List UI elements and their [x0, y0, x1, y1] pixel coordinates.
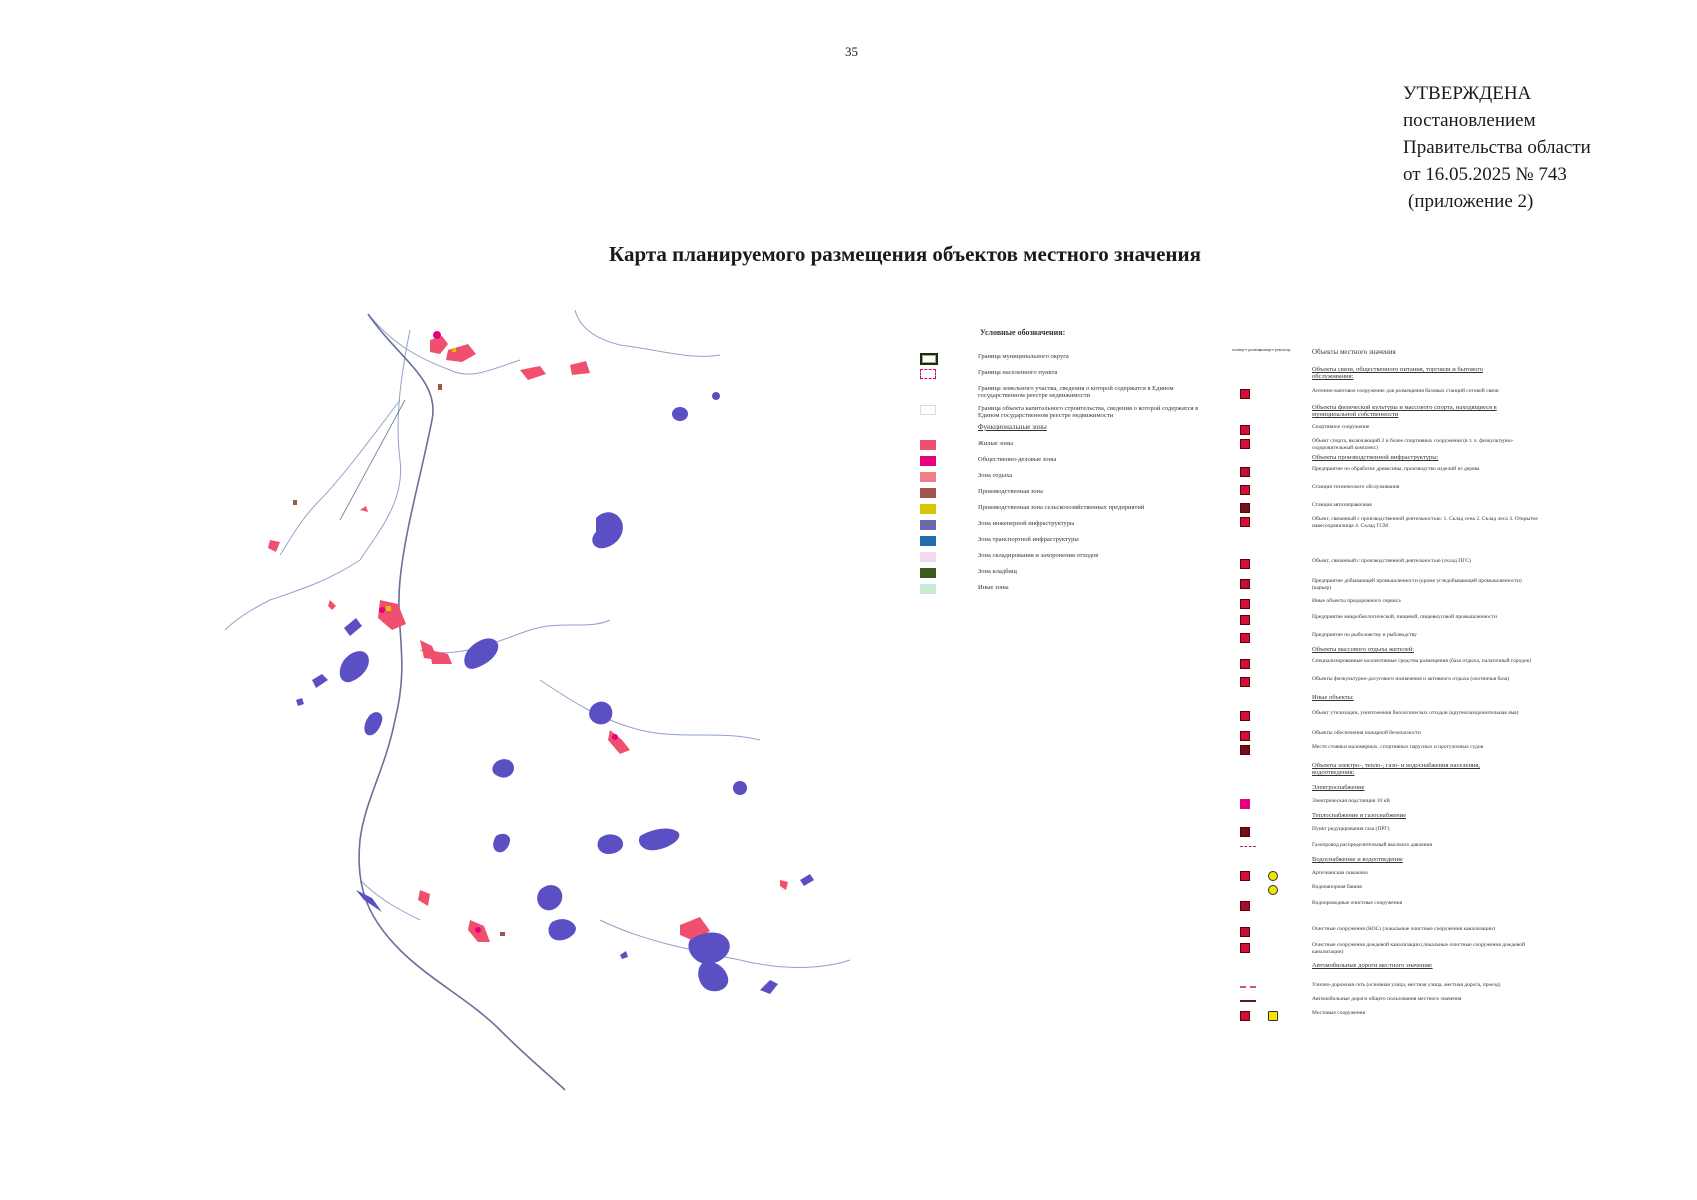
legend-object-27: Мостовые сооружения — [1240, 1010, 1520, 1024]
legend-object-12: Специализированные коллективные средства размещения (база отдыха, палаточный городок) — [1240, 658, 1520, 672]
legend-section-4: Иные объекты: — [1312, 694, 1354, 701]
legend-object-8: Предприятие добывающей промышленности (кроме угледобывающей промышленности) (карьер) — [1240, 578, 1520, 592]
map-title: Карта планируемого размещения объектов местного значения — [609, 242, 1201, 266]
legend-boundary-settlement: Граница населенного пункта — [920, 369, 1220, 381]
approval-line-1: УТВЕРЖДЕНА — [1403, 83, 1532, 104]
approval-line-5: (приложение 2) — [1408, 191, 1534, 212]
legend-zone-6: Зона транспортной инфраструктуры — [920, 536, 1220, 548]
legend-title: Условные обозначения: — [980, 328, 1066, 337]
legend-section-8: Водоснабжение и водоотведение — [1312, 856, 1403, 863]
approval-line-4: от 16.05.2025 № 743 — [1403, 164, 1567, 185]
legend-object-23: Очистные сооружения (КОС) (локальные очистные сооружения канализации) — [1240, 926, 1520, 940]
legend-zone-0: Жилые зоны — [920, 440, 1220, 452]
legend-object-22: Водопроводные очистные сооружения — [1240, 900, 1520, 914]
page-number: 35 — [845, 44, 858, 59]
legend-section-1: Объекты физической культуры и массового спорта, находящиеся в муниципальной собственности — [1312, 404, 1497, 418]
legend-object-15: Объекты обеспечения пожарной безопасности — [1240, 730, 1520, 744]
legend-object-17: Электрическая подстанция 10 кВ — [1240, 798, 1520, 812]
legend-boundary-building: Граница объекта капитального строительства, сведения о которой содержатся в Едином государственном реестре недвижимости — [920, 405, 1220, 421]
legend-object-24: Очистные сооружения дождевой канализации (локальные очистные сооружения дождевой канализации) — [1240, 942, 1520, 956]
legend-section-0: Объекты связи, общественного питания, торговли и бытового обслуживания: — [1312, 366, 1484, 380]
legend-col-reconstruct: планир-е реконстр. — [1258, 347, 1292, 352]
legend-zone-3: Производственная зона — [920, 488, 1220, 500]
legend-object-1: Спортивное сооружение — [1240, 424, 1520, 438]
legend-zone-9: Иные зоны — [920, 584, 1220, 596]
legend-object-25: Улично-дорожная сеть (основная улица, местная улица, местная дорога, проезд) — [1240, 982, 1520, 996]
legend-zone-1: Общественно-деловые зоны — [920, 456, 1220, 468]
legend-object-4: Станция технического обслуживания — [1240, 484, 1520, 498]
rivers — [225, 310, 850, 968]
legend-object-13: Объекты физкультурно-досугового назначения и активного отдыха (охотничья база) — [1240, 676, 1520, 690]
legend-object-3: Предприятие по обработке древесины, производство изделий из дерева — [1240, 466, 1520, 480]
approval-stamp — [1403, 80, 1591, 215]
map-legend — [900, 320, 1538, 1080]
legend-object-19: Газопровод распределительный высокого давления — [1240, 842, 1520, 856]
legend-section-5: Объекты электро-, тепло-, газо- и водоснабжения населения, водоотведения: — [1312, 762, 1481, 776]
legend-object-2: Объект спорта, включающий 2 и более спортивных сооружения (в т. ч. физкультурно-оздоровительный комплекс) — [1240, 438, 1520, 452]
main-road — [359, 314, 565, 1090]
legend-zone-4: Производственная зона сельскохозяйственных предприятий — [920, 504, 1220, 516]
legend-section-2: Объекты производственной инфраструктуры: — [1312, 454, 1439, 461]
legend-section-3: Объекты массового отдыха жителей: — [1312, 646, 1414, 653]
legend-object-26: Автомобильные дороги общего пользования местного значения — [1240, 996, 1520, 1010]
legend-object-5: Станция автозаправочная — [1240, 502, 1520, 516]
legend-zone-8: Зона кладбищ — [920, 568, 1220, 580]
legend-object-0: Антенно-мачтовое сооружение для размещения базовых станций сотовой связи — [1240, 388, 1520, 402]
legend-zone-7: Зона складирования и захоронения отходов — [920, 552, 1220, 564]
legend-zone-5: Зона инженерной инфраструктуры — [920, 520, 1220, 532]
legend-section-6: Электроснабжение — [1312, 784, 1365, 791]
legend-objects-title: Объекты местного значения — [1312, 348, 1396, 356]
map-canvas — [0, 300, 900, 1100]
legend-object-14: Объект утилизации, уничтожения биологических отходов (крупнозахоронительная яма) — [1240, 710, 1520, 724]
legend-zone-2: Зона отдыха — [920, 472, 1220, 484]
settlements — [268, 336, 788, 942]
legend-object-10: Предприятие микробиологической, пищевой, пищевкусовой промышленности — [1240, 614, 1520, 628]
legend-object-6: Объект, связанный с производственной деятельностью: 1. Склад сена 2. Склад леса 3. Открытое навесохранилище 4. Склад ГСМ — [1240, 516, 1520, 552]
lakes — [296, 392, 814, 994]
approval-line-3: Правительства области — [1403, 137, 1591, 158]
legend-object-7: Объект, связанный с производственной деятельностью (склад ПГС) — [1240, 558, 1520, 572]
approval-line-2: постановлением — [1403, 110, 1536, 131]
legend-object-21: Водонапорная башня — [1240, 884, 1520, 898]
legend-col-planned: планир-е размещ. — [1232, 347, 1262, 352]
legend-boundary-parcel: Граница земельного участка, сведения о которой содержатся в Едином государственном реестре недвижимости — [978, 385, 1174, 399]
legend-object-18: Пункт редуцирования газа (ПРГ) — [1240, 826, 1520, 840]
legend-functional-zones: Функциональные зоны — [978, 423, 1047, 431]
legend-boundary-district: Граница муниципального округа — [920, 353, 1220, 365]
legend-object-11: Предприятие по рыболовству и рыбоводству — [1240, 632, 1520, 646]
legend-object-20: Артезианская скважина — [1240, 870, 1520, 884]
legend-section-7: Теплоснабжение и газоснабжение — [1312, 812, 1407, 819]
legend-object-9: Иные объекты придорожного сервиса — [1240, 598, 1520, 612]
legend-section-9: Автомобильные дороги местного значения: — [1312, 962, 1433, 969]
legend-object-16: Место стоянки маломерных, спортивных парусных и прогулочных судов — [1240, 744, 1520, 758]
